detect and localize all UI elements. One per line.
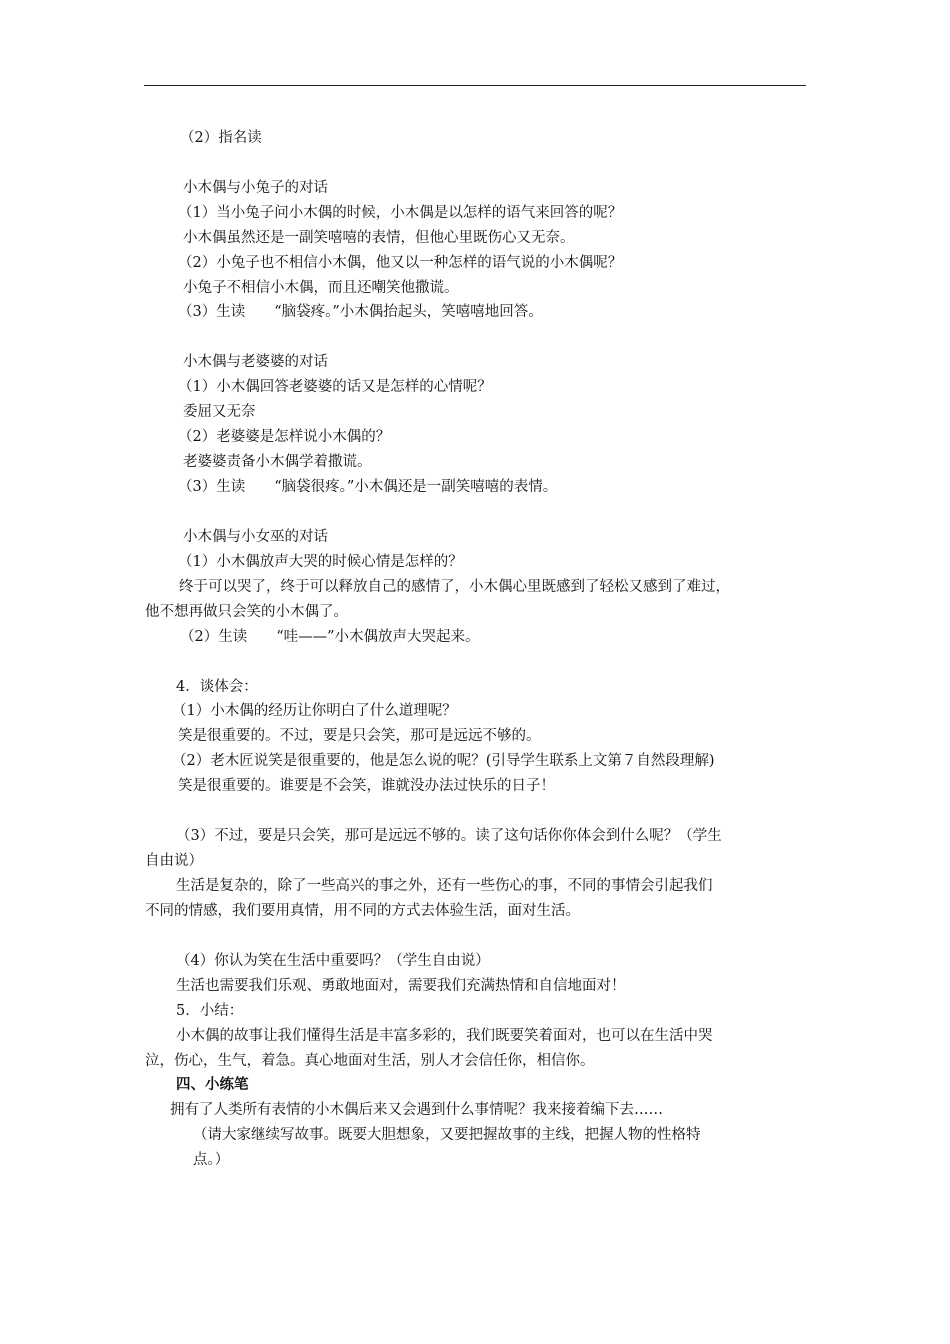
text-line: （4）你认为笑在生活中重要吗？（学生自由说） (176, 953, 490, 969)
text-line: 笑是很重要的。谁要是不会笑，谁就没办法过快乐的日子！ (178, 778, 555, 794)
text-line: （1）当小兔子问小木偶的时候，小木偶是以怎样的语气来回答的呢？ (178, 205, 623, 221)
text-line: （3）生读 “脑袋很疼。”小木偶还是一副笑嘻嘻的表情。 (178, 479, 558, 495)
text-line: （2）老木匠说笑是很重要的，他是怎么说的呢？(引导学生联系上文第７自然段理解) (172, 753, 715, 769)
text-line: 小木偶的故事让我们懂得生活是丰富多彩的，我们既要笑着面对，也可以在生活中哭 (176, 1028, 713, 1044)
text-line: （1）小木偶的经历让你明白了什么道理呢？ (172, 703, 457, 719)
text-line: 点。） (193, 1152, 230, 1168)
text-line: 老婆婆责备小木偶学着撒谎。 (183, 454, 372, 470)
numbered-heading: 5．小结： (176, 1003, 244, 1019)
text-line: 终于可以哭了，终于可以释放自己的感情了，小木偶心里既感到了轻松又感到了难过， (179, 579, 730, 595)
text-line: （2）老婆婆是怎样说小木偶的？ (178, 429, 391, 445)
header-rule (144, 85, 806, 86)
text-line: （3）不过，要是只会笑，那可是远远不够的。读了这句话你你体会到什么呢？（学生 (176, 828, 722, 844)
text-line: 拥有了人类所有表情的小木偶后来又会遇到什么事情呢？我来接着编下去…… (170, 1102, 663, 1118)
text-line: 生活是复杂的，除了一些高兴的事之外，还有一些伤心的事，不同的事情会引起我们 (176, 878, 713, 894)
section-title: 四、小练笔 (176, 1076, 249, 1093)
text-line: （1）小木偶放声大哭的时候心情是怎样的？ (178, 554, 463, 570)
text-line: （2）小兔子也不相信小木偶，他又以一种怎样的语气说的小木偶呢？ (178, 255, 623, 271)
text-line: 他不想再做只会笑的小木偶了。 (145, 604, 348, 620)
text-line: （2）指名读 (180, 130, 262, 146)
text-line: （请大家继续写故事。既要大胆想象，又要把握故事的主线，把握人物的性格特 (193, 1127, 701, 1143)
text-line: 笑是很重要的。不过，要是只会笑，那可是远远不够的。 (178, 728, 541, 744)
numbered-heading: 4．谈体会： (176, 679, 258, 695)
text-line: 小兔子不相信小木偶，而且还嘲笑他撒谎。 (183, 280, 459, 296)
text-line: （3）生读 “脑袋疼。”小木偶抬起头，笑嘻嘻地回答。 (178, 304, 543, 320)
text-line: 生活也需要我们乐观、勇敢地面对，需要我们充满热情和自信地面对！ (176, 978, 626, 994)
text-line: 不同的情感，我们要用真情，用不同的方式去体验生活，面对生活。 (145, 903, 580, 919)
text-line: 委屈又无奈 (183, 404, 256, 420)
text-line: 小木偶虽然还是一副笑嘻嘻的表情，但他心里既伤心又无奈。 (183, 230, 575, 246)
section-heading: 小木偶与小兔子的对话 (183, 180, 328, 196)
text-line: （2）生读 “哇——”小木偶放声大哭起来。 (180, 629, 480, 645)
text-line: 自由说） (145, 853, 203, 869)
section-heading: 小木偶与小女巫的对话 (183, 529, 328, 545)
text-line: （1）小木偶回答老婆婆的话又是怎样的心情呢？ (178, 379, 492, 395)
section-heading: 小木偶与老婆婆的对话 (183, 354, 328, 370)
text-line: 泣，伤心，生气，着急。真心地面对生活，别人才会信任你，相信你。 (145, 1053, 595, 1069)
